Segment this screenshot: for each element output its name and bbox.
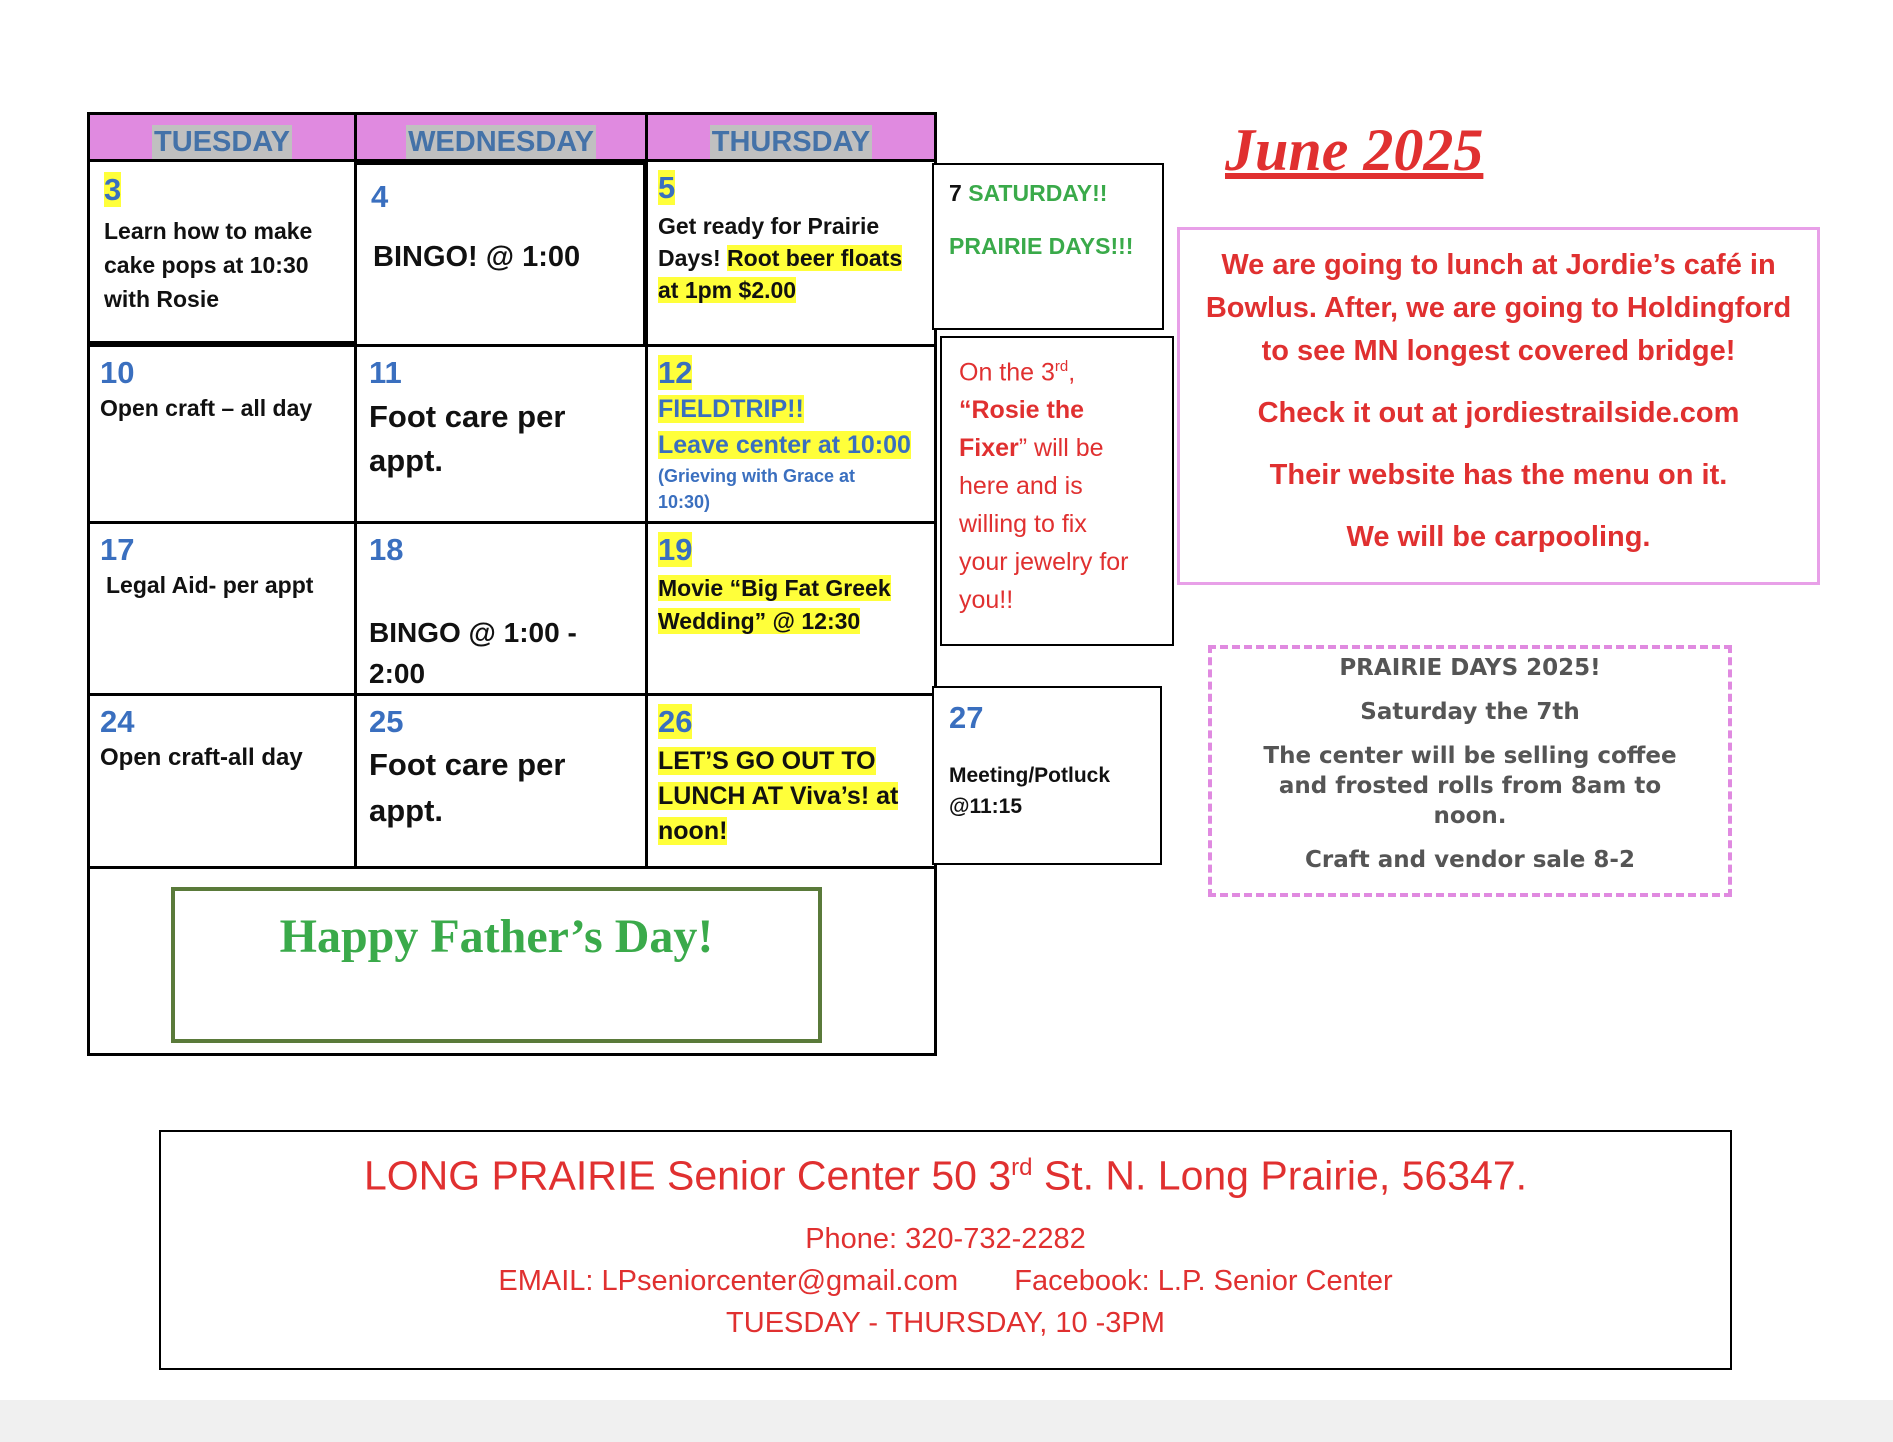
event-highlight: Leave center at 10:00 — [658, 431, 911, 459]
footer-hours: TUESDAY - THURSDAY, 10 -3PM — [726, 1306, 1165, 1339]
day-26-cell — [645, 693, 937, 869]
footer-box — [159, 1130, 1732, 1370]
event-text: Open craft-all day — [100, 744, 303, 771]
footer-facebook: Facebook: L.P. Senior Center — [1014, 1264, 1393, 1297]
event-text: Foot care per — [369, 399, 566, 434]
note-text: , — [1068, 358, 1076, 387]
event-text: BINGO! @ 1:00 — [373, 241, 581, 273]
note-text: We are going to lunch at Jordie’s café in — [1221, 249, 1776, 281]
day-number: 10 — [100, 355, 135, 390]
note-text: On the 3 — [959, 358, 1055, 387]
note-text: Bowlus. After, we are going to Holdingford — [1205, 292, 1792, 324]
header-thursday: THURSDAY — [645, 112, 937, 162]
day-11-cell — [354, 344, 648, 524]
day-number: 25 — [369, 704, 404, 739]
event-note: 10:30) — [658, 492, 711, 512]
event-text: with Rosie — [104, 286, 220, 312]
prairie-days-text: Saturday the 7th — [1360, 699, 1580, 725]
event-text: Legal Aid- per appt — [106, 572, 314, 598]
event-note: (Grieving with Grace at — [658, 466, 856, 486]
page-title: June 2025 — [1225, 117, 1484, 183]
note-text: Their website has the menu on it. — [1269, 459, 1728, 491]
event-text: Days! — [658, 245, 728, 271]
note-text: to see MN longest covered bridge! — [1261, 335, 1736, 367]
bottom-strip — [0, 1400, 1893, 1442]
note-text: here and is — [959, 472, 1083, 501]
prairie-days-text: noon. — [1433, 803, 1507, 829]
event-highlight: noon! — [658, 817, 728, 845]
note-text: you!! — [959, 586, 1014, 615]
note-text: your jewelry for — [959, 548, 1129, 577]
note-text: ” will be — [1018, 434, 1104, 463]
event-text: PRAIRIE DAYS!!! — [949, 233, 1134, 259]
note-text: We will be carpooling. — [1346, 521, 1651, 553]
day-27-cell — [932, 686, 1162, 865]
day-number: 11 — [369, 355, 402, 390]
event-highlight: FIELDTRIP!! — [658, 395, 804, 423]
event-text: Get ready for Prairie — [658, 213, 880, 239]
day-number: 19 — [658, 532, 693, 567]
footer-address: LONG PRAIRIE Senior Center 50 3rd St. N. Long Prairie, 56347. — [363, 1152, 1528, 1199]
day-number: 24 — [100, 704, 135, 739]
event-text: appt. — [369, 443, 444, 478]
day-number: 4 — [371, 179, 389, 214]
note-text: Check it out at jordiestrailside.com — [1257, 397, 1740, 429]
prairie-days-text: Craft and vendor sale 8-2 — [1305, 847, 1635, 873]
fathers-day-box — [171, 887, 822, 1043]
event-highlight: Movie “Big Fat Greek — [658, 575, 891, 601]
note-text: “Rosie the — [959, 396, 1085, 425]
event-text: BINGO @ 1:00 - — [369, 617, 577, 648]
note-text: willing to fix — [959, 510, 1087, 539]
rosie-note-box — [940, 336, 1174, 646]
day-number: 7 — [949, 180, 962, 206]
day-17-cell — [87, 521, 357, 696]
day-5-cell — [645, 159, 937, 347]
fathers-day-text: Happy Father’s Day! — [279, 910, 714, 963]
event-highlight: LET’S GO OUT TO — [658, 747, 876, 775]
day-25-cell — [354, 693, 648, 869]
event-text: cake pops at 10:30 — [104, 252, 309, 278]
event-label: SATURDAY!! — [968, 180, 1108, 206]
event-highlight: Wedding” @ 12:30 — [658, 608, 861, 634]
event-text: 2:00 — [369, 658, 426, 689]
day-number: 17 — [100, 532, 135, 567]
event-text: Learn how to make — [104, 218, 313, 244]
event-text: Open craft – all day — [100, 395, 313, 421]
prairie-days-title: PRAIRIE DAYS 2025! — [1339, 655, 1601, 681]
lunch-note-box — [1177, 227, 1820, 585]
day-10-cell — [87, 344, 357, 524]
day-18-cell — [354, 521, 648, 696]
header-tuesday: TUESDAY — [87, 112, 357, 162]
day-7-cell — [932, 163, 1164, 330]
prairie-days-text: and frosted rolls from 8am to — [1278, 773, 1662, 799]
day-4-cell — [354, 162, 648, 347]
event-text: Meeting/Potluck — [949, 764, 1111, 787]
header-wednesday: WEDNESDAY — [354, 112, 648, 162]
day-24-cell — [87, 693, 357, 869]
event-highlight: Root beer floats — [727, 245, 903, 271]
day-number: 26 — [658, 704, 693, 739]
note-sup: rd — [1054, 358, 1069, 375]
prairie-days-box — [1208, 645, 1732, 897]
prairie-days-text: The center will be selling coffee — [1263, 743, 1677, 769]
day-number: 12 — [658, 355, 693, 390]
event-text: appt. — [369, 793, 444, 828]
day-number: 3 — [104, 172, 122, 207]
day-number: 5 — [658, 170, 676, 205]
day-3-cell — [87, 159, 357, 344]
footer-phone: Phone: 320-732-2282 — [805, 1222, 1086, 1255]
event-text: @11:15 — [949, 795, 1023, 818]
day-12-cell — [645, 344, 937, 524]
day-number: 27 — [949, 700, 984, 735]
event-highlight: LUNCH AT Viva’s! at — [658, 782, 899, 810]
footer-email: EMAIL: LPseniorcenter@gmail.com — [498, 1264, 959, 1297]
event-highlight: at 1pm $2.00 — [658, 277, 797, 303]
event-text: Foot care per — [369, 747, 566, 782]
day-19-cell — [645, 521, 937, 696]
note-text: Fixer — [959, 434, 1019, 463]
day-number: 18 — [369, 532, 404, 567]
